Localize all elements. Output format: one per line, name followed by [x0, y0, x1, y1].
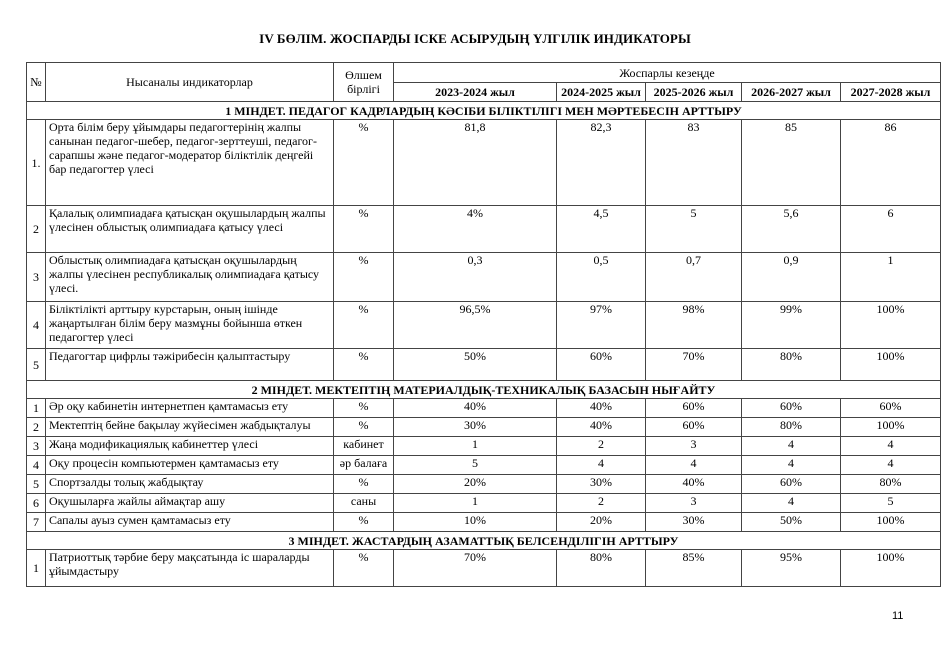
value-cell: 80%: [742, 349, 841, 381]
row-number: 4: [27, 456, 46, 475]
row-number: 5: [27, 475, 46, 494]
table-row: [27, 418, 941, 437]
indicator-text: Қалалық олимпиадаға қатысқан оқушылардың жалпы үлесінен облыстық олимпиадаға қатысу үлесі: [46, 206, 334, 253]
unit-cell: әр балаға: [334, 456, 394, 475]
header-year-1: 2023-2024 жыл: [394, 83, 557, 102]
indicators-table: [26, 62, 941, 587]
table-row: [27, 399, 941, 418]
value-cell: 99%: [742, 302, 841, 349]
table-row: [27, 513, 941, 532]
unit-cell: саны: [334, 494, 394, 513]
value-cell: 60%: [557, 349, 646, 381]
value-cell: 82,3: [557, 120, 646, 206]
value-cell: 5,6: [742, 206, 841, 253]
indicator-text: Облыстық олимпиадаға қатысқан оқушылардың жалпы үлесінен республикалық олимпиадаға қатысу үлесі.: [46, 253, 334, 302]
header-unit-line1: Өлшем: [345, 68, 382, 82]
row-number: 2: [27, 418, 46, 437]
value-cell: 60%: [646, 418, 742, 437]
header-year-4: 2026-2027 жыл: [742, 83, 841, 102]
value-cell: 30%: [394, 418, 557, 437]
section-title: 3 МІНДЕТ. ЖАСТАРДЫҢ АЗАМАТТЫҚ БЕЛСЕНДІЛІГІН АРТТЫРУ: [27, 532, 941, 550]
value-cell: 95%: [742, 550, 841, 587]
row-number: 5: [27, 349, 46, 381]
value-cell: 100%: [841, 349, 941, 381]
unit-cell: %: [334, 349, 394, 381]
indicator-text: Педагогтар цифрлы тәжірибесін қалыптастыру: [46, 349, 334, 381]
value-cell: 4%: [394, 206, 557, 253]
value-cell: 0,5: [557, 253, 646, 302]
header-year-2: 2024-2025 жыл: [557, 83, 646, 102]
value-cell: 4: [646, 456, 742, 475]
header-year-5: 2027-2028 жыл: [841, 83, 941, 102]
value-cell: 98%: [646, 302, 742, 349]
value-cell: 97%: [557, 302, 646, 349]
table-row: [27, 550, 941, 587]
unit-cell: %: [334, 120, 394, 206]
unit-cell: %: [334, 475, 394, 494]
row-number: 3: [27, 253, 46, 302]
table-row: [27, 494, 941, 513]
indicator-text: Орта білім беру ұйымдары педагогтерінің жалпы санынан педагог-шебер, педагог-зерттеуші, педагог-сарапшы және педагог-модератор біліктілік деңгейі бар педагогтер үлесі: [46, 120, 334, 206]
row-number: 2: [27, 206, 46, 253]
unit-cell: %: [334, 302, 394, 349]
value-cell: 0,3: [394, 253, 557, 302]
value-cell: 85%: [646, 550, 742, 587]
unit-cell: %: [334, 253, 394, 302]
value-cell: 5: [841, 494, 941, 513]
section-row: [27, 381, 941, 399]
value-cell: 2: [557, 437, 646, 456]
value-cell: 40%: [557, 399, 646, 418]
row-number: 1: [27, 399, 46, 418]
header-period: Жоспарлы кезеңде: [394, 63, 941, 83]
row-number: 1: [27, 550, 46, 587]
section-row: [27, 102, 941, 120]
value-cell: 4,5: [557, 206, 646, 253]
value-cell: 80%: [742, 418, 841, 437]
indicator-text: Патриоттық тәрбие беру мақсатында іс шараларды ұйымдастыру: [46, 550, 334, 587]
value-cell: 4: [841, 437, 941, 456]
header-num: №: [27, 63, 46, 102]
indicator-text: Мектептің бейне бақылау жүйесімен жабдықталуы: [46, 418, 334, 437]
value-cell: 86: [841, 120, 941, 206]
value-cell: 4: [742, 437, 841, 456]
value-cell: 85: [742, 120, 841, 206]
value-cell: 20%: [557, 513, 646, 532]
header-year-3: 2025-2026 жыл: [646, 83, 742, 102]
value-cell: 20%: [394, 475, 557, 494]
unit-cell: %: [334, 206, 394, 253]
value-cell: 70%: [646, 349, 742, 381]
value-cell: 96,5%: [394, 302, 557, 349]
value-cell: 4: [742, 494, 841, 513]
value-cell: 3: [646, 494, 742, 513]
section-title: 1 МІНДЕТ. ПЕДАГОГ КАДРЛАРДЫҢ КӘСІБИ БІЛІКТІЛІГІ МЕН МӘРТЕБЕСІН АРТТЫРУ: [27, 102, 941, 120]
value-cell: 40%: [557, 418, 646, 437]
value-cell: 5: [646, 206, 742, 253]
indicator-text: Оқушыларға жайлы аймақтар ашу: [46, 494, 334, 513]
value-cell: 4: [557, 456, 646, 475]
value-cell: 60%: [646, 399, 742, 418]
table-row: [27, 349, 941, 381]
table-row: [27, 475, 941, 494]
value-cell: 70%: [394, 550, 557, 587]
page-number: 11: [892, 610, 904, 622]
indicator-text: Оқу процесін компьютермен қамтамасыз ету: [46, 456, 334, 475]
value-cell: 100%: [841, 513, 941, 532]
unit-cell: %: [334, 418, 394, 437]
table-row: [27, 253, 941, 302]
header-indicator: Нысаналы индикаторлар: [46, 63, 334, 102]
table-row: [27, 206, 941, 253]
page-title: IV БӨЛІМ. ЖОСПАРДЫ ІСКЕ АСЫРУДЫҢ ҮЛГІЛІК ИНДИКАТОРЫ: [259, 31, 691, 46]
value-cell: 40%: [646, 475, 742, 494]
value-cell: 60%: [742, 475, 841, 494]
value-cell: 2: [557, 494, 646, 513]
value-cell: 80%: [557, 550, 646, 587]
indicator-text: Жаңа модификациялық кабинеттер үлесі: [46, 437, 334, 456]
section-row: [27, 532, 941, 550]
value-cell: 4: [841, 456, 941, 475]
unit-cell: %: [334, 550, 394, 587]
value-cell: 6: [841, 206, 941, 253]
value-cell: 50%: [742, 513, 841, 532]
header-unit-line2: бірлігі: [347, 82, 380, 96]
row-number: 4: [27, 302, 46, 349]
value-cell: 100%: [841, 418, 941, 437]
table-row: [27, 120, 941, 206]
value-cell: 100%: [841, 302, 941, 349]
value-cell: 30%: [646, 513, 742, 532]
value-cell: 0,9: [742, 253, 841, 302]
value-cell: 40%: [394, 399, 557, 418]
value-cell: 10%: [394, 513, 557, 532]
value-cell: 100%: [841, 550, 941, 587]
table-row: [27, 456, 941, 475]
value-cell: 5: [394, 456, 557, 475]
table-row: [27, 302, 941, 349]
row-number: 3: [27, 437, 46, 456]
row-number: 1.: [27, 120, 46, 206]
value-cell: 60%: [742, 399, 841, 418]
value-cell: 1: [841, 253, 941, 302]
value-cell: 0,7: [646, 253, 742, 302]
value-cell: 83: [646, 120, 742, 206]
header-unit: [334, 63, 394, 102]
unit-cell: кабинет: [334, 437, 394, 456]
row-number: 7: [27, 513, 46, 532]
table-row: [27, 437, 941, 456]
value-cell: 3: [646, 437, 742, 456]
value-cell: 30%: [557, 475, 646, 494]
row-number: 6: [27, 494, 46, 513]
indicator-text: Әр оқу кабинетін интернетпен қамтамасыз ету: [46, 399, 334, 418]
value-cell: 80%: [841, 475, 941, 494]
unit-cell: %: [334, 513, 394, 532]
section-title: 2 МІНДЕТ. МЕКТЕПТІҢ МАТЕРИАЛДЫҚ-ТЕХНИКАЛЫҚ БАЗАСЫН НЫҒАЙТУ: [27, 381, 941, 399]
value-cell: 4: [742, 456, 841, 475]
unit-cell: %: [334, 399, 394, 418]
indicator-text: Спортзалды толық жабдықтау: [46, 475, 334, 494]
value-cell: 1: [394, 437, 557, 456]
indicator-text: Біліктілікті арттыру курстарын, оның ішінде жаңартылған білім беру мазмұны бойынша өткен педагогтер үлесі: [46, 302, 334, 349]
value-cell: 50%: [394, 349, 557, 381]
indicator-text: Сапалы ауыз сумен қамтамасыз ету: [46, 513, 334, 532]
value-cell: 81,8: [394, 120, 557, 206]
value-cell: 1: [394, 494, 557, 513]
value-cell: 60%: [841, 399, 941, 418]
